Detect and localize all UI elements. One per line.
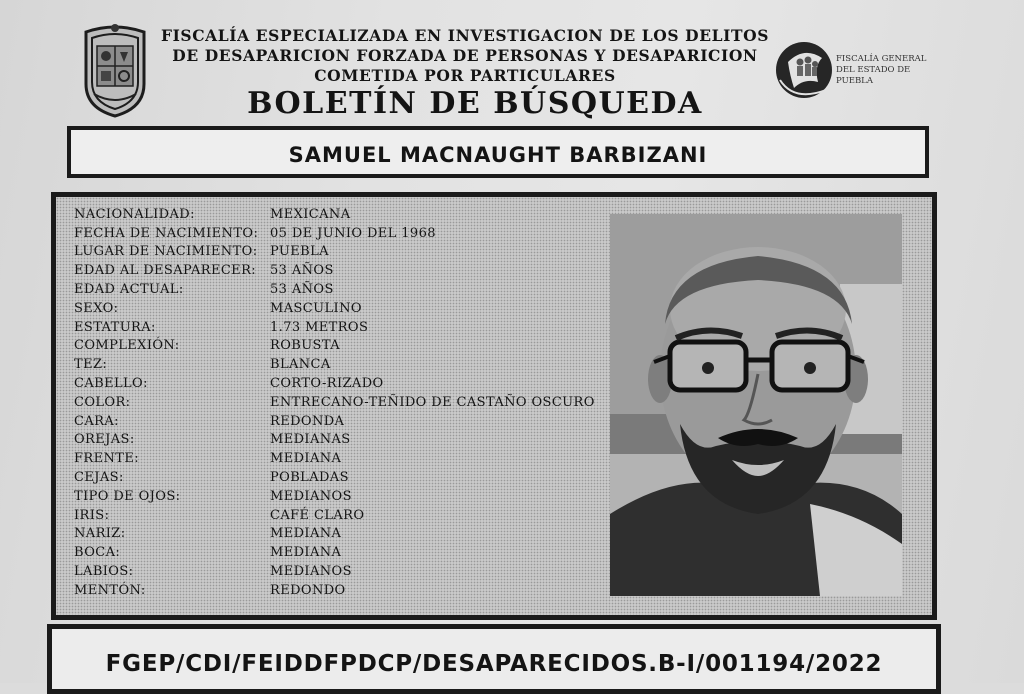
detail-label: ESTATURA: bbox=[74, 319, 156, 335]
detail-row bbox=[74, 412, 634, 431]
detail-label: MENTÓN: bbox=[74, 582, 146, 598]
detail-value: MEXICANA bbox=[270, 206, 351, 222]
detail-label: LUGAR DE NACIMIENTO: bbox=[74, 244, 258, 260]
detail-value: 1.73 METROS bbox=[270, 319, 369, 335]
detail-value: ENTRECANO-TEÑIDO DE CASTAÑO OSCURO bbox=[270, 394, 595, 410]
detail-value: REDONDO bbox=[270, 582, 346, 598]
detail-label: LABIOS: bbox=[74, 564, 134, 580]
detail-row bbox=[74, 374, 634, 393]
detail-value: 53 AÑOS bbox=[270, 282, 334, 298]
detail-value: 05 DE JUNIO DEL 1968 bbox=[270, 225, 436, 241]
header-line: DE DESAPARICION FORZADA DE PERSONAS Y DESAPARICION bbox=[172, 46, 758, 65]
detail-label: TIPO DE OJOS: bbox=[74, 488, 181, 504]
detail-value: PUEBLA bbox=[270, 244, 329, 260]
detail-label: NARIZ: bbox=[74, 526, 126, 542]
person-name-box bbox=[67, 126, 929, 178]
agency-header bbox=[160, 26, 770, 86]
detail-row bbox=[74, 449, 634, 468]
detail-label: IRIS: bbox=[74, 507, 110, 523]
detail-value: 53 AÑOS bbox=[270, 263, 334, 279]
header-line: COMETIDA POR PARTICULARES bbox=[314, 66, 616, 85]
detail-label: COLOR: bbox=[74, 394, 131, 410]
header-line: FISCALÍA ESPECIALIZADA EN INVESTIGACION DE LOS DELITOS bbox=[160, 26, 770, 45]
detail-label: NACIONALIDAD: bbox=[74, 206, 195, 222]
detail-value: CAFÉ CLARO bbox=[270, 507, 365, 523]
detail-row bbox=[74, 506, 634, 525]
detail-row bbox=[74, 468, 634, 487]
fiscalia-logo-text bbox=[836, 54, 936, 87]
detail-row bbox=[74, 431, 634, 450]
person-details-panel bbox=[51, 192, 937, 620]
person-name: SAMUEL MACNAUGHT BARBIZANI bbox=[288, 143, 708, 167]
detail-label: EDAD AL DESAPARECER: bbox=[74, 263, 257, 279]
person-details-list bbox=[74, 205, 634, 600]
detail-row bbox=[74, 562, 634, 581]
person-photo bbox=[610, 214, 902, 596]
detail-row bbox=[74, 337, 634, 356]
detail-value: REDONDA bbox=[270, 413, 345, 429]
detail-label: CARA: bbox=[74, 413, 119, 429]
detail-value: MEDIANA bbox=[270, 545, 342, 561]
detail-value: MEDIANAS bbox=[270, 432, 351, 448]
detail-row bbox=[74, 543, 634, 562]
detail-label: FRENTE: bbox=[74, 451, 140, 467]
detail-value: MEDIANOS bbox=[270, 488, 352, 504]
bulletin-title: BOLETÍN DE BÚSQUEDA bbox=[247, 86, 703, 121]
case-number-box bbox=[47, 624, 941, 694]
detail-row bbox=[74, 318, 634, 337]
fiscalia-logo-line: FISCALÍA GENERAL bbox=[836, 54, 927, 64]
detail-label: BOCA: bbox=[74, 545, 121, 561]
detail-row bbox=[74, 581, 634, 600]
fiscalia-logo-icon bbox=[774, 32, 834, 108]
detail-value: MEDIANA bbox=[270, 451, 342, 467]
detail-label: TEZ: bbox=[74, 357, 108, 373]
detail-value: MASCULINO bbox=[270, 300, 362, 316]
case-number: FGEP/CDI/FEIDDFPDCP/DESAPARECIDOS.B-I/001194/2022 bbox=[105, 651, 883, 677]
fiscalia-logo-line: PUEBLA bbox=[836, 76, 873, 86]
detail-row bbox=[74, 280, 634, 299]
detail-value: MEDIANOS bbox=[270, 564, 352, 580]
detail-row bbox=[74, 224, 634, 243]
detail-label: CEJAS: bbox=[74, 470, 124, 486]
detail-row bbox=[74, 261, 634, 280]
detail-row bbox=[74, 487, 634, 506]
detail-value: ROBUSTA bbox=[270, 338, 341, 354]
detail-value: MEDIANA bbox=[270, 526, 342, 542]
detail-label: EDAD ACTUAL: bbox=[74, 282, 184, 298]
detail-row bbox=[74, 355, 634, 374]
detail-value: CORTO-RIZADO bbox=[270, 376, 384, 392]
detail-label: OREJAS: bbox=[74, 432, 135, 448]
detail-row bbox=[74, 299, 634, 318]
detail-row bbox=[74, 525, 634, 544]
fiscalia-logo-line: DEL ESTADO DE bbox=[836, 65, 911, 75]
detail-value: POBLADAS bbox=[270, 470, 349, 486]
detail-row bbox=[74, 205, 634, 224]
detail-label: SEXO: bbox=[74, 300, 119, 316]
state-coat-of-arms-icon bbox=[80, 22, 150, 118]
detail-label: CABELLO: bbox=[74, 376, 148, 392]
detail-row bbox=[74, 243, 634, 262]
detail-label: COMPLEXIÓN: bbox=[74, 338, 180, 354]
detail-row bbox=[74, 393, 634, 412]
detail-label: FECHA DE NACIMIENTO: bbox=[74, 225, 259, 241]
detail-value: BLANCA bbox=[270, 357, 331, 373]
